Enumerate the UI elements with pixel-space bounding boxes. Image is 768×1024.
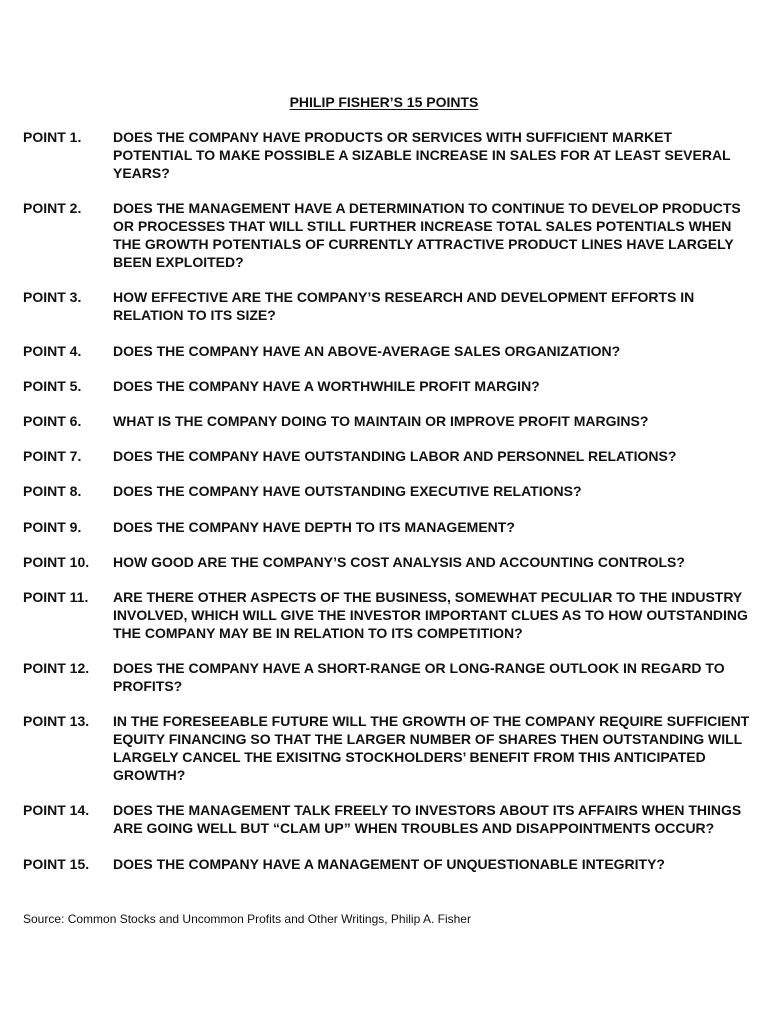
point-text: WHAT IS THE COMPANY DOING TO MAINTAIN OR IMPROVE PROFIT MARGINS? xyxy=(113,412,649,429)
point-label: POINT 3. xyxy=(23,289,82,306)
point-item xyxy=(23,128,753,182)
point-label: POINT 2. xyxy=(23,200,82,217)
point-text: HOW GOOD ARE THE COMPANY’S COST ANALYSIS AND ACCOUNTING CONTROLS? xyxy=(113,553,685,570)
point-item xyxy=(23,288,753,324)
point-label: POINT 5. xyxy=(23,377,82,394)
point-item xyxy=(23,482,753,500)
point-label: POINT 9. xyxy=(23,518,82,535)
point-label: POINT 14. xyxy=(23,802,90,819)
point-label: POINT 15. xyxy=(23,855,90,872)
source-citation: Source: Common Stocks and Uncommon Profits and Other Writings, Philip A. Fisher xyxy=(23,912,471,926)
point-item xyxy=(23,712,753,784)
point-text: HOW EFFECTIVE ARE THE COMPANY’S RESEARCH AND DEVELOPMENT EFFORTS IN RELATION TO ITS SIZE? xyxy=(113,289,695,324)
point-label: POINT 6. xyxy=(23,412,82,429)
point-label: POINT 10. xyxy=(23,553,90,570)
point-text: DOES THE MANAGEMENT TALK FREELY TO INVESTORS ABOUT ITS AFFAIRS WHEN THINGS ARE GOING WELL BUT “CLAM UP” WHEN TROUBLES AND DISAPPOINTMENTS OCCUR? xyxy=(113,802,742,837)
point-label: POINT 4. xyxy=(23,342,82,359)
point-text: IN THE FORESEEABLE FUTURE WILL THE GROWTH OF THE COMPANY REQUIRE SUFFICIENT EQUITY FINANCING SO THAT THE LARGER NUMBER OF SHARES THEN OUTSTANDING WILL LARGELY CANCEL THE EXISITNG STOCKHOLDERS’ BENEFIT FROM THIS ANTICIPATED GROWTH? xyxy=(113,713,750,784)
point-item xyxy=(23,199,753,271)
point-text: DOES THE MANAGEMENT HAVE A DETERMINATION TO CONTINUE TO DEVELOP PRODUCTS OR PROCESSES THAT WILL STILL FURTHER INCREASE TOTAL SALES POTENTIALS WHEN THE GROWTH POTENTIALS OF CURRENTLY ATTRACTIVE PRODUCT LINES HAVE LARGELY BEEN EXPLOITED? xyxy=(113,200,741,271)
point-item xyxy=(23,659,753,695)
point-text: DOES THE COMPANY HAVE A WORTHWHILE PROFIT MARGIN? xyxy=(113,377,540,394)
point-text: DOES THE COMPANY HAVE OUTSTANDING EXECUTIVE RELATIONS? xyxy=(113,483,582,500)
point-text: DOES THE COMPANY HAVE AN ABOVE-AVERAGE SALES ORGANIZATION? xyxy=(113,342,621,359)
point-item xyxy=(23,412,753,430)
point-text: DOES THE COMPANY HAVE DEPTH TO ITS MANAGEMENT? xyxy=(113,518,515,535)
point-label: POINT 11. xyxy=(23,588,89,605)
point-text: DOES THE COMPANY HAVE A MANAGEMENT OF UNQUESTIONABLE INTEGRITY? xyxy=(113,855,665,872)
point-text: DOES THE COMPANY HAVE PRODUCTS OR SERVICES WITH SUFFICIENT MARKET POTENTIAL TO MAKE POSSIBLE A SIZABLE INCREASE IN SALES FOR AT LEAST SEVERAL YEARS? xyxy=(113,129,731,181)
point-label: POINT 8. xyxy=(23,483,82,500)
point-text: ARE THERE OTHER ASPECTS OF THE BUSINESS, SOMEWHAT PECULIAR TO THE INDUSTRY INVOLVED, WHICH WILL GIVE THE INVESTOR IMPORTANT CLUES AS TO HOW OUTSTANDING THE COMPANY MAY BE IN RELATION TO ITS COMPETITION? xyxy=(113,588,748,641)
point-item xyxy=(23,553,753,571)
point-text: DOES THE COMPANY HAVE A SHORT-RANGE OR LONG-RANGE OUTLOOK IN REGARD TO PROFITS? xyxy=(113,660,725,695)
document-title: PHILIP FISHER’S 15 POINTS xyxy=(289,94,479,110)
point-item xyxy=(23,447,753,465)
point-label: POINT 13. xyxy=(23,713,90,730)
point-label: POINT 7. xyxy=(23,448,82,465)
point-label: POINT 1. xyxy=(23,129,82,145)
point-text: DOES THE COMPANY HAVE OUTSTANDING LABOR AND PERSONNEL RELATIONS? xyxy=(113,448,677,465)
point-item xyxy=(23,342,753,360)
points-list xyxy=(23,128,753,890)
point-item xyxy=(23,588,753,642)
point-item xyxy=(23,377,753,395)
point-item xyxy=(23,518,753,536)
point-label: POINT 12. xyxy=(23,660,90,677)
point-item xyxy=(23,855,753,873)
point-item xyxy=(23,801,753,837)
